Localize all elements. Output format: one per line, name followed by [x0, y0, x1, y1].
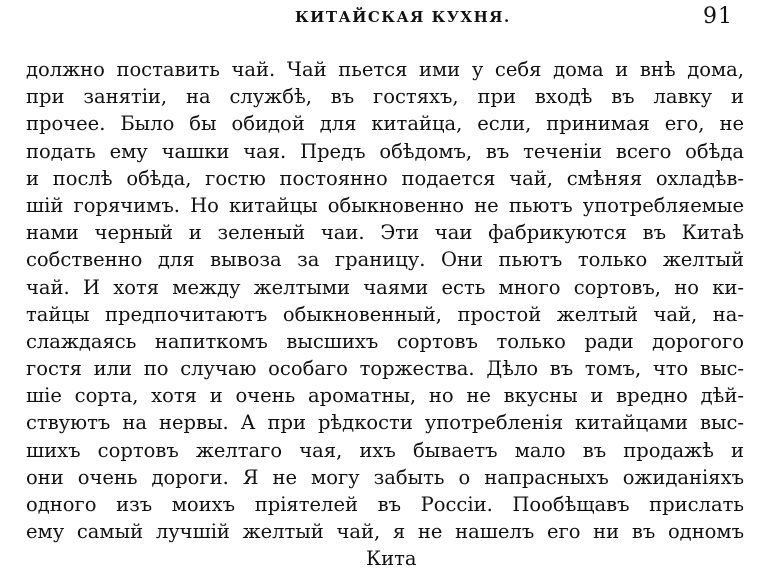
- text-line: должно поставить чай. Чай пьется ими у себя дома и внѣ дома,: [26, 58, 744, 81]
- text-line: и послѣ обѣда, гостю постоянно подается чай, смѣняя охладѣв-: [26, 166, 744, 190]
- body-text: [26, 56, 744, 571]
- text-line: шихъ сортовъ желтаго чая, ихъ бываетъ мало въ продажѣ и: [26, 438, 744, 462]
- text-line: нами черный и зеленый чаи. Эти чаи фабрикуются въ Китаѣ: [26, 221, 744, 245]
- page-number: 91: [703, 4, 733, 29]
- running-title: КИТАЙСКАЯ КУХНЯ.: [295, 8, 511, 26]
- text-line: собственно для вывоза за границу. Они пьютъ только желтый: [26, 248, 744, 272]
- text-line: при занятіи, на службѣ, въ гостяхъ, при входѣ въ лавку и: [26, 85, 744, 109]
- text-line: одного изъ моихъ пріятелей въ Россіи. Пообѣщавъ прислать: [26, 493, 744, 516]
- text-line: чай. И хотя между желтыми чаями есть много сортовъ, но ки-: [26, 275, 744, 299]
- text-line: подать ему чашки чая. Предъ обѣдомъ, въ теченіи всего обѣда: [26, 139, 744, 163]
- text-line: ствуютъ на нервы. А при рѣдкости употребленія китайцами выс-: [26, 411, 744, 435]
- text-line: тайцы предпочитаютъ обыкновенный, простой желтый чай, на-: [26, 302, 744, 326]
- cut-off-line: Кита: [366, 547, 417, 571]
- text-line: шіе сорта, хотя и очень ароматны, но не вкусны и вредно дѣй-: [26, 384, 744, 408]
- text-line: гостя или по случаю особаго торжества. Дѣло въ томъ, что выс-: [26, 357, 744, 381]
- text-line: слаждаясь напиткомъ высшихъ сортовъ только ради дорогого: [26, 329, 744, 353]
- text-line: они очень дороги. Я не могу забыть о напрасныхъ ожиданіяхъ: [26, 465, 744, 489]
- text-line: шій горячимъ. Но китайцы обыкновенно не пьютъ употребляемые: [26, 193, 744, 217]
- text-line: прочее. Было бы обидой для китайца, если, принимая его, не: [26, 112, 744, 136]
- text-line: ему самый лучшій желтый чай, я не нашелъ его ни въ одномъ: [26, 520, 744, 544]
